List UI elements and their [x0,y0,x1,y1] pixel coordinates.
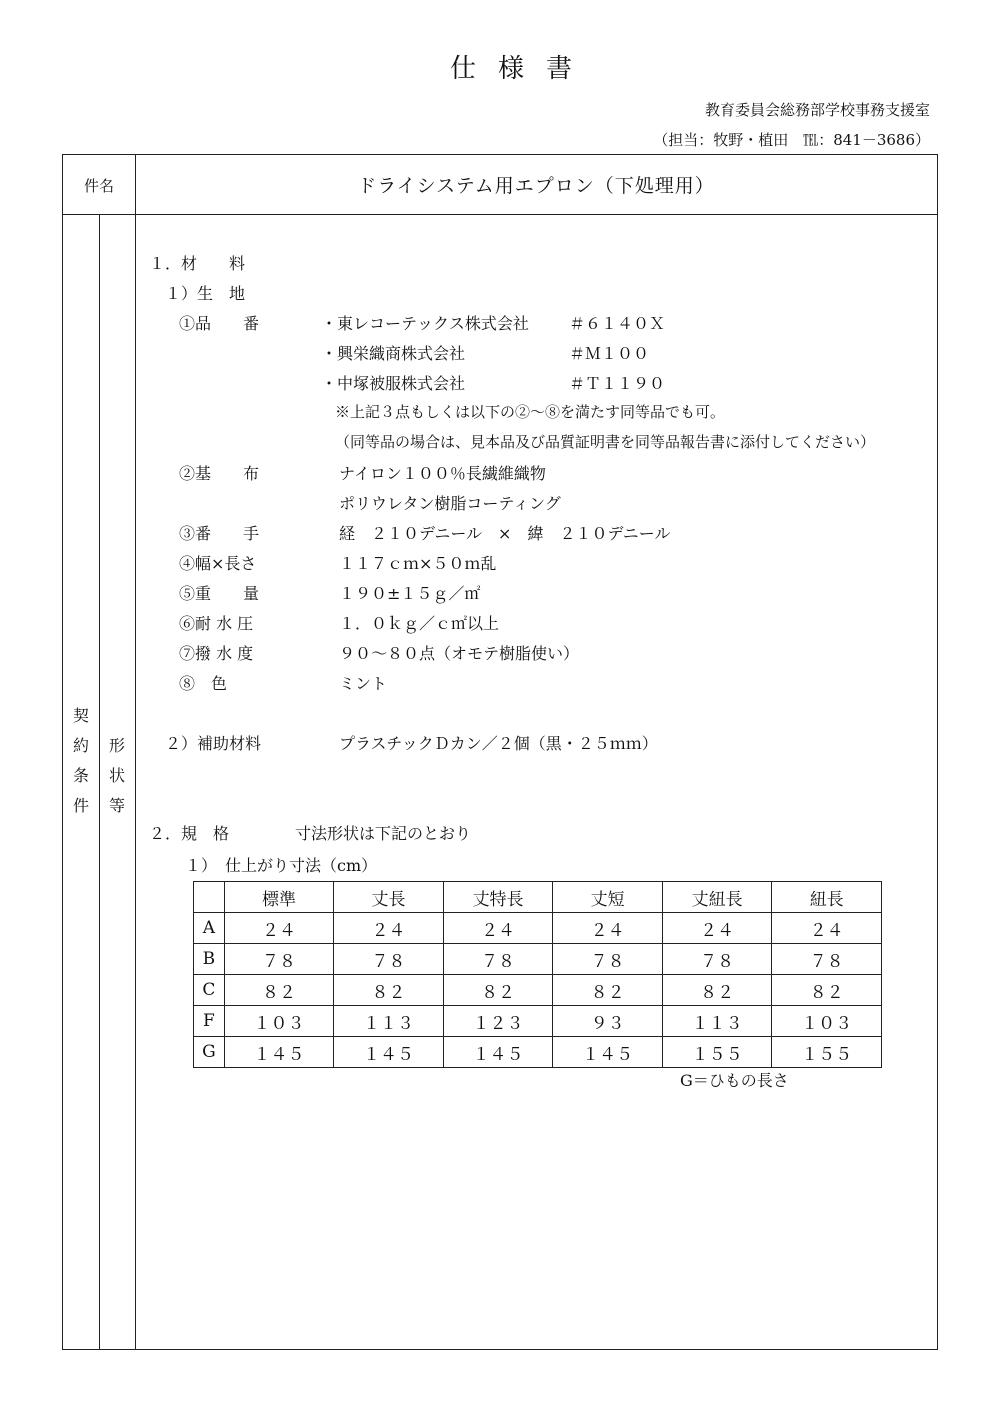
supplier-code: ＃６１４０Ｘ [569,314,666,333]
table-cell: ２４ [553,913,663,944]
spec-value: 経 ２１０デニール × 緯 ２１０デニール [339,524,671,543]
spec-value: １１７ｃｍ×５０ｍ乱 [339,554,497,573]
spec-value: ミント [339,674,388,693]
table-header-cell: 丈短 [553,882,663,913]
table-cell: ８２ [662,975,772,1006]
supplier-code: ＃Ｔ１１９０ [569,374,666,393]
section-standard-note: 寸法形状は下記のとおり [295,824,472,843]
table-cell: ８２ [553,975,663,1006]
table-row [194,913,882,944]
table-header-cell: 丈特長 [443,882,553,913]
spec-value: １９０±１５ｇ／㎡ [339,584,481,603]
section-standard-heading: ２．規 格 [149,824,230,843]
spec-value: ９０～８０点（オモテ樹脂使い） [339,644,580,663]
table-cell: ７８ [553,944,663,975]
table-cell: ８２ [224,975,334,1006]
contact-info: （担当：牧野・植田 ℡：841－3686） [653,131,930,149]
spec-label: ③番 手 [179,524,260,543]
dimensions-table [193,881,882,1068]
table-cell: ７８ [662,944,772,975]
auxiliary-materials-label: ２）補助材料 [165,734,262,753]
spec-label: ②基 布 [179,464,260,483]
table-cell: １４５ [443,1037,553,1068]
supplier-name: ・興栄織商株式会社 [321,344,466,363]
department-name: 教育委員会総務部学校事務支援室 [704,101,930,119]
table-header-cell: 丈長 [334,882,444,913]
table-cell: ７８ [224,944,334,975]
equivalent-note: ※上記３点もしくは以下の②～⑧を満たす同等品でも可。 [335,403,726,421]
table-cell: ２４ [443,913,553,944]
table-cell: ７８ [772,944,882,975]
subject-label: 件名 [83,177,114,195]
table-cell: １２３ [443,1006,553,1037]
equivalent-report-note: （同等品の場合は、見本品及び品質証明書を同等品報告書に添付してください） [335,433,876,451]
spec-label: ④幅×長さ [179,554,257,573]
table-cell: C [194,975,225,1006]
table-cell: １１３ [662,1006,772,1037]
table-cell: G [194,1037,225,1068]
spec-value: １．０ｋｇ／ｃ㎡以上 [339,614,500,633]
table-cell: ８２ [334,975,444,1006]
table-cell: ８２ [772,975,882,1006]
table-cell: ７８ [443,944,553,975]
table-header-cell: 紐長 [772,882,882,913]
row-divider-subject [63,214,937,215]
table-cell: １１３ [334,1006,444,1037]
subject-value: ドライシステム用エプロン（下処理用） [357,175,715,197]
supplier-code: ＃Ｍ１００ [569,344,650,363]
table-cell: ２４ [772,913,882,944]
spec-label-product-number: ①品 番 [179,314,260,333]
table-cell: ９３ [553,1006,663,1037]
table-cell: １０３ [224,1006,334,1037]
table-cell: １４５ [553,1037,663,1068]
spec-label: ⑤重 量 [179,584,260,603]
table-cell: ２４ [224,913,334,944]
supplier-name: ・中塚被服株式会社 [321,374,466,393]
spec-value: ポリウレタン樹脂コーティング [339,494,561,513]
spec-label: ⑥耐 水 圧 [179,614,254,633]
finished-dimensions-label: １） 仕上がり寸法（cm） [185,856,378,875]
table-header-cell: 丈紐長 [662,882,772,913]
supplier-name: ・東レコーテックス株式会社 [321,314,529,333]
table-cell: B [194,944,225,975]
spec-label: ⑧ 色 [179,674,228,693]
table-cell: ２４ [334,913,444,944]
section-materials-heading: １．材 料 [149,254,246,273]
table-cell: １０３ [772,1006,882,1037]
table-cell: A [194,913,225,944]
table-row [194,944,882,975]
auxiliary-materials-value: プラスチックＤカン／２個（黒・２５ｍｍ） [339,734,658,753]
table-cell: ２４ [662,913,772,944]
spec-frame [62,154,938,1350]
table-row [194,1006,882,1037]
table-cell: １５５ [772,1037,882,1068]
fabric-subheading: １）生 地 [165,284,246,303]
table-header-row [194,882,882,913]
table-header-cell: 標準 [224,882,334,913]
page-title: 仕様書 [449,54,594,84]
table-row [194,1037,882,1068]
shape-label: 形 状 等 [108,736,125,815]
table-cell: ８２ [443,975,553,1006]
spec-value: ナイロン１００％長繊維織物 [339,464,546,483]
table-cell: ７８ [334,944,444,975]
contract-conditions-label: 契 約 条 件 [72,706,89,815]
string-length-note: G＝ひもの長さ [680,1071,789,1090]
table-cell: １４５ [224,1037,334,1068]
column-divider-subject [135,155,136,1349]
table-header-cell [194,882,225,913]
table-cell: F [194,1006,225,1037]
table-cell: １５５ [662,1037,772,1068]
spec-label: ⑦撥 水 度 [179,644,254,663]
table-row [194,975,882,1006]
table-cell: １４５ [334,1037,444,1068]
